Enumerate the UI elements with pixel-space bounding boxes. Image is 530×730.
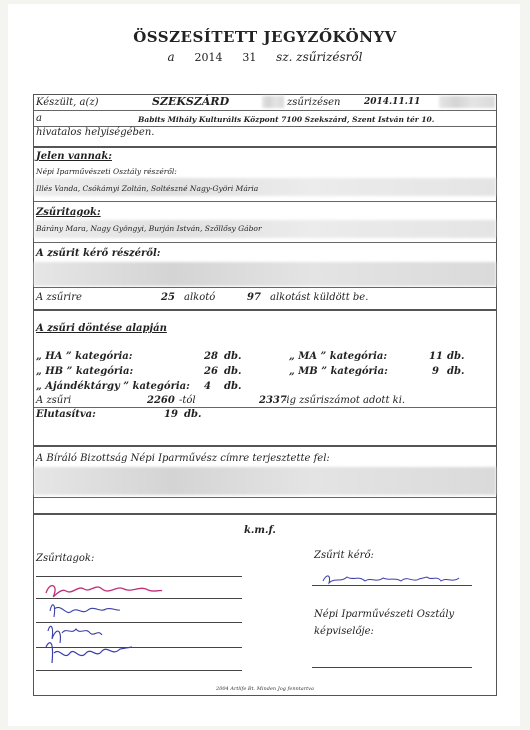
subtitle-year: 2014 <box>194 51 223 64</box>
document-title: ÖSSZESÍTETT JEGYZŐKÖNYV <box>133 28 397 46</box>
keszult-label: Készült, a(z) <box>36 97 99 108</box>
ajandek-value: 4 <box>204 381 211 392</box>
kepviseloje-label: képviselője: <box>314 626 374 637</box>
kero-signature <box>319 569 479 589</box>
redacted-area <box>34 467 496 495</box>
alkoto-label: alkotó <box>184 292 216 303</box>
protocol-form <box>33 94 497 696</box>
alkotas-count: 97 <box>247 292 261 303</box>
subtitle-suffix: sz. zsűrizésről <box>276 50 363 64</box>
subtitle-a: a <box>167 50 175 64</box>
ha-db: db. <box>224 351 242 362</box>
a-label: a <box>36 113 42 124</box>
document-subtitle <box>0 50 530 64</box>
redacted-area <box>34 262 496 286</box>
range-to: 2337 <box>259 395 287 406</box>
location-value: Babits Mihály Kulturális Központ 7100 Szekszárd, Szent István tér 10. <box>138 115 435 124</box>
range-ig: -ig zsűriszámot adott ki. <box>283 395 406 406</box>
alkotas-label: alkotást küldött be. <box>270 292 369 303</box>
alkotok-count: 25 <box>161 292 175 303</box>
ajandek-label: „ Ajándéktárgy ” kategória: <box>36 381 190 392</box>
city-value: SZEKSZÁRD <box>152 95 230 108</box>
ma-label: „ MA ” kategória: <box>289 351 388 362</box>
zsuritagok-heading: Zsűritagok: <box>36 207 101 218</box>
redacted-area <box>262 96 284 108</box>
dontes-heading: A zsűri döntése alapján <box>36 323 167 334</box>
mb-value: 9 <box>432 366 439 377</box>
date-value: 2014.11.11 <box>364 97 421 107</box>
kmf-text: k.m.f. <box>244 525 276 536</box>
range-tol: -tól <box>179 395 196 406</box>
ajandek-db: db. <box>224 381 242 392</box>
hb-value: 26 <box>204 366 218 377</box>
ha-label: „ HA ” kategória: <box>36 351 133 362</box>
zsurire-label: A zsűrire <box>36 292 82 303</box>
mb-db: db. <box>447 366 465 377</box>
hb-db: db. <box>224 366 242 377</box>
range-from: 2260 <box>147 395 175 406</box>
subtitle-number: 31 <box>242 51 257 64</box>
nio-label: Népi Iparművészeti Osztály <box>314 609 455 620</box>
ma-db: db. <box>447 351 465 362</box>
hivatalos-text: hivatalos helyiségében. <box>36 127 155 138</box>
azsuri-label: A zsűri <box>36 395 72 406</box>
kero-heading: A zsűrit kérő részéről: <box>36 248 161 259</box>
hb-label: „ HB ” kategória: <box>36 366 134 377</box>
ha-value: 28 <box>204 351 218 362</box>
elutasitva-value: 19 <box>164 409 178 420</box>
kero-sig-label: Zsűrit kérő: <box>314 550 374 561</box>
handwritten-signatures <box>36 577 256 682</box>
zsuritagok-sig-label: Zsűritagok: <box>36 553 95 564</box>
biralo-heading: A Bíráló Bizottság Népi Iparművész címre terjesztette fel: <box>36 453 330 464</box>
zsurizesen-label: zsűrizésen <box>287 97 341 108</box>
jelen-people: Illés Vanda, Csókámyi Zoltán, Soltészné Nagy-Györi Mária <box>36 184 259 193</box>
mb-label: „ MB ” kategória: <box>289 366 388 377</box>
redacted-area <box>439 96 495 108</box>
elutasitva-db: db. <box>184 409 202 420</box>
ma-value: 11 <box>429 351 443 362</box>
elutasitva-label: Elutasítva: <box>36 409 96 420</box>
zsuritagok-people: Bárány Mara, Nagy Gyöngyi, Burján István, Szőllősy Gábor <box>36 224 262 233</box>
jelen-sub: Népi Iparművészeti Osztály részéről: <box>36 167 177 176</box>
footer-copyright: 2004 Artlife Bt. Minden Jog fenntartva <box>216 686 314 692</box>
jelen-heading: Jelen vannak: <box>36 151 112 162</box>
